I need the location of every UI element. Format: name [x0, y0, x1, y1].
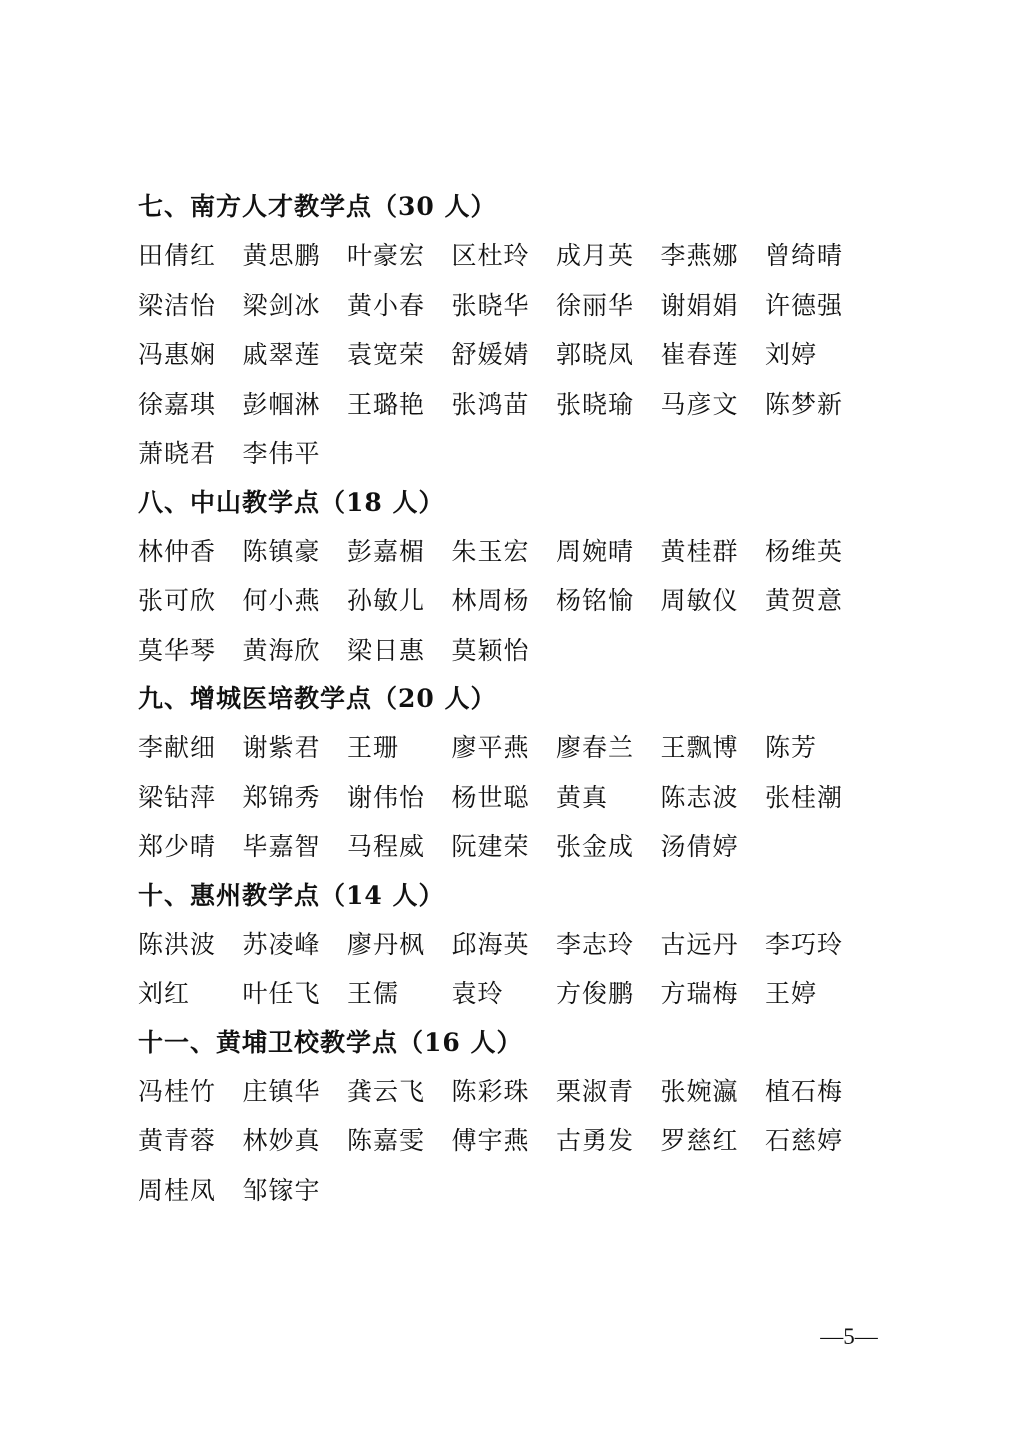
person-name: 苏凌峰 [242, 929, 321, 959]
person-name: 黄青蓉 [138, 1126, 217, 1155]
name-row [138, 281, 898, 331]
person-name: 马彦文 [660, 389, 739, 419]
person-name: 方俊鹏 [556, 979, 635, 1008]
person-name: 张桂潮 [765, 782, 844, 812]
person-name: 林周杨 [451, 586, 530, 615]
name-row [138, 723, 898, 773]
person-name: 黄贺意 [765, 586, 844, 615]
person-name: 曾绮晴 [765, 241, 844, 270]
person-name: 刘婷 [765, 340, 818, 369]
person-name: 庄镇华 [242, 1076, 321, 1106]
person-name: 邹镓宇 [242, 1175, 321, 1205]
section-title: 十、惠州教学点（14 人） [138, 880, 445, 910]
person-name: 龚云飞 [347, 1076, 426, 1106]
person-name: 袁玲 [451, 979, 504, 1008]
person-name: 周婉晴 [556, 536, 635, 566]
name-row [138, 527, 898, 577]
name-row [138, 380, 898, 430]
name-row [138, 626, 898, 676]
person-name: 王飘博 [660, 733, 739, 762]
person-name: 周敏仪 [660, 586, 739, 615]
person-name: 黄海欣 [242, 635, 321, 665]
page-number: —5— [820, 1324, 878, 1349]
person-name: 彭嘉楣 [347, 536, 426, 566]
person-name: 李献细 [138, 733, 217, 762]
name-row [138, 429, 898, 479]
person-name: 廖丹枫 [347, 929, 426, 959]
name-row [138, 773, 898, 823]
name-row [138, 1166, 898, 1216]
person-name: 许德强 [765, 290, 844, 320]
person-name: 朱玉宏 [451, 536, 530, 566]
person-name: 区杜玲 [451, 241, 530, 270]
person-name: 叶豪宏 [347, 241, 426, 270]
section-title: 八、中山教学点（18 人） [138, 487, 445, 517]
person-name: 张金成 [556, 832, 635, 861]
person-name: 孙敏儿 [347, 586, 426, 615]
person-name: 王璐艳 [347, 389, 426, 419]
person-name: 杨世聪 [451, 782, 530, 812]
section-title: 七、南方人才教学点（30 人） [138, 192, 497, 221]
person-name: 徐嘉琪 [138, 389, 217, 419]
person-name: 梁剑冰 [242, 290, 321, 320]
person-name: 陈志波 [660, 782, 739, 812]
person-name: 陈镇豪 [242, 536, 321, 566]
person-name: 杨维英 [765, 536, 844, 566]
person-name: 汤倩婷 [660, 832, 739, 861]
person-name: 李燕娜 [660, 241, 739, 270]
person-name: 黄桂群 [660, 536, 739, 566]
person-name: 周桂凤 [138, 1175, 217, 1205]
name-row [138, 1067, 898, 1117]
person-name: 陈彩珠 [451, 1076, 530, 1106]
name-row [138, 1116, 898, 1166]
person-name: 李伟平 [242, 439, 321, 468]
person-name: 王儒 [347, 979, 400, 1008]
name-row [138, 330, 898, 380]
person-name: 张鸿苗 [451, 389, 530, 419]
person-name: 刘红 [138, 979, 191, 1008]
name-row [138, 969, 898, 1019]
name-row [138, 920, 898, 970]
person-name: 栗淑青 [556, 1076, 635, 1106]
person-name: 谢伟怡 [347, 782, 426, 812]
person-name: 王珊 [347, 733, 400, 762]
section-title: 九、增城医培教学点（20 人） [138, 684, 497, 713]
person-name: 杨铭愉 [556, 586, 635, 615]
person-name: 张晓瑜 [556, 389, 635, 419]
person-name: 石慈婷 [765, 1126, 844, 1155]
person-name: 冯惠娴 [138, 340, 217, 369]
person-name: 陈洪波 [138, 929, 217, 959]
person-name: 方瑞梅 [660, 979, 739, 1008]
person-name: 陈梦新 [765, 389, 844, 419]
person-name: 廖平燕 [451, 733, 530, 762]
person-name: 莫华琴 [138, 635, 217, 665]
person-name: 莫颖怡 [451, 635, 530, 665]
person-name: 张婉瀛 [660, 1076, 739, 1106]
person-name: 成月英 [556, 241, 635, 270]
person-name: 梁钻萍 [138, 782, 217, 812]
person-name: 张晓华 [451, 290, 530, 320]
person-name: 崔春莲 [660, 340, 739, 369]
person-name: 阮建荣 [451, 832, 530, 861]
person-name: 林妙真 [242, 1126, 321, 1155]
person-name: 袁宽荣 [347, 340, 426, 369]
person-name: 张可欣 [138, 586, 217, 615]
person-name: 黄真 [556, 782, 609, 812]
person-name: 谢紫君 [242, 733, 321, 762]
person-name: 黄思鹏 [242, 241, 321, 270]
person-name: 戚翠莲 [242, 340, 321, 369]
person-name: 毕嘉智 [242, 832, 321, 861]
person-name: 郑锦秀 [242, 782, 321, 812]
person-name: 梁日惠 [347, 635, 426, 665]
name-row [138, 231, 898, 281]
person-name: 廖春兰 [556, 733, 635, 762]
person-name: 王婷 [765, 979, 818, 1008]
name-list-content [138, 183, 898, 1215]
person-name: 徐丽华 [556, 290, 635, 320]
person-name: 舒媛婧 [451, 340, 530, 369]
person-name: 罗慈红 [660, 1126, 739, 1155]
person-name: 黄小春 [347, 290, 426, 320]
person-name: 李志玲 [556, 929, 635, 959]
person-name: 冯桂竹 [138, 1076, 217, 1106]
person-name: 林仲香 [138, 536, 217, 566]
person-name: 李巧玲 [765, 929, 844, 959]
person-name: 傅宇燕 [451, 1126, 530, 1155]
section-title: 十一、黄埔卫校教学点（16 人） [138, 1027, 523, 1057]
person-name: 植石梅 [765, 1076, 844, 1106]
person-name: 田倩红 [138, 241, 217, 270]
person-name: 谢娟娟 [660, 290, 739, 320]
name-row [138, 822, 898, 872]
person-name: 邱海英 [451, 929, 530, 959]
person-name: 马程威 [347, 832, 426, 861]
person-name: 叶任飞 [242, 979, 321, 1008]
person-name: 郭晓凤 [556, 340, 635, 369]
person-name: 陈芳 [765, 733, 818, 762]
person-name: 何小燕 [242, 586, 321, 615]
person-name: 陈嘉雯 [347, 1126, 426, 1155]
name-row [138, 576, 898, 626]
person-name: 彭帼淋 [242, 389, 321, 419]
person-name: 古远丹 [660, 929, 739, 959]
person-name: 郑少晴 [138, 832, 217, 861]
person-name: 古勇发 [556, 1126, 635, 1155]
person-name: 梁洁怡 [138, 290, 217, 320]
person-name: 萧晓君 [138, 439, 217, 468]
